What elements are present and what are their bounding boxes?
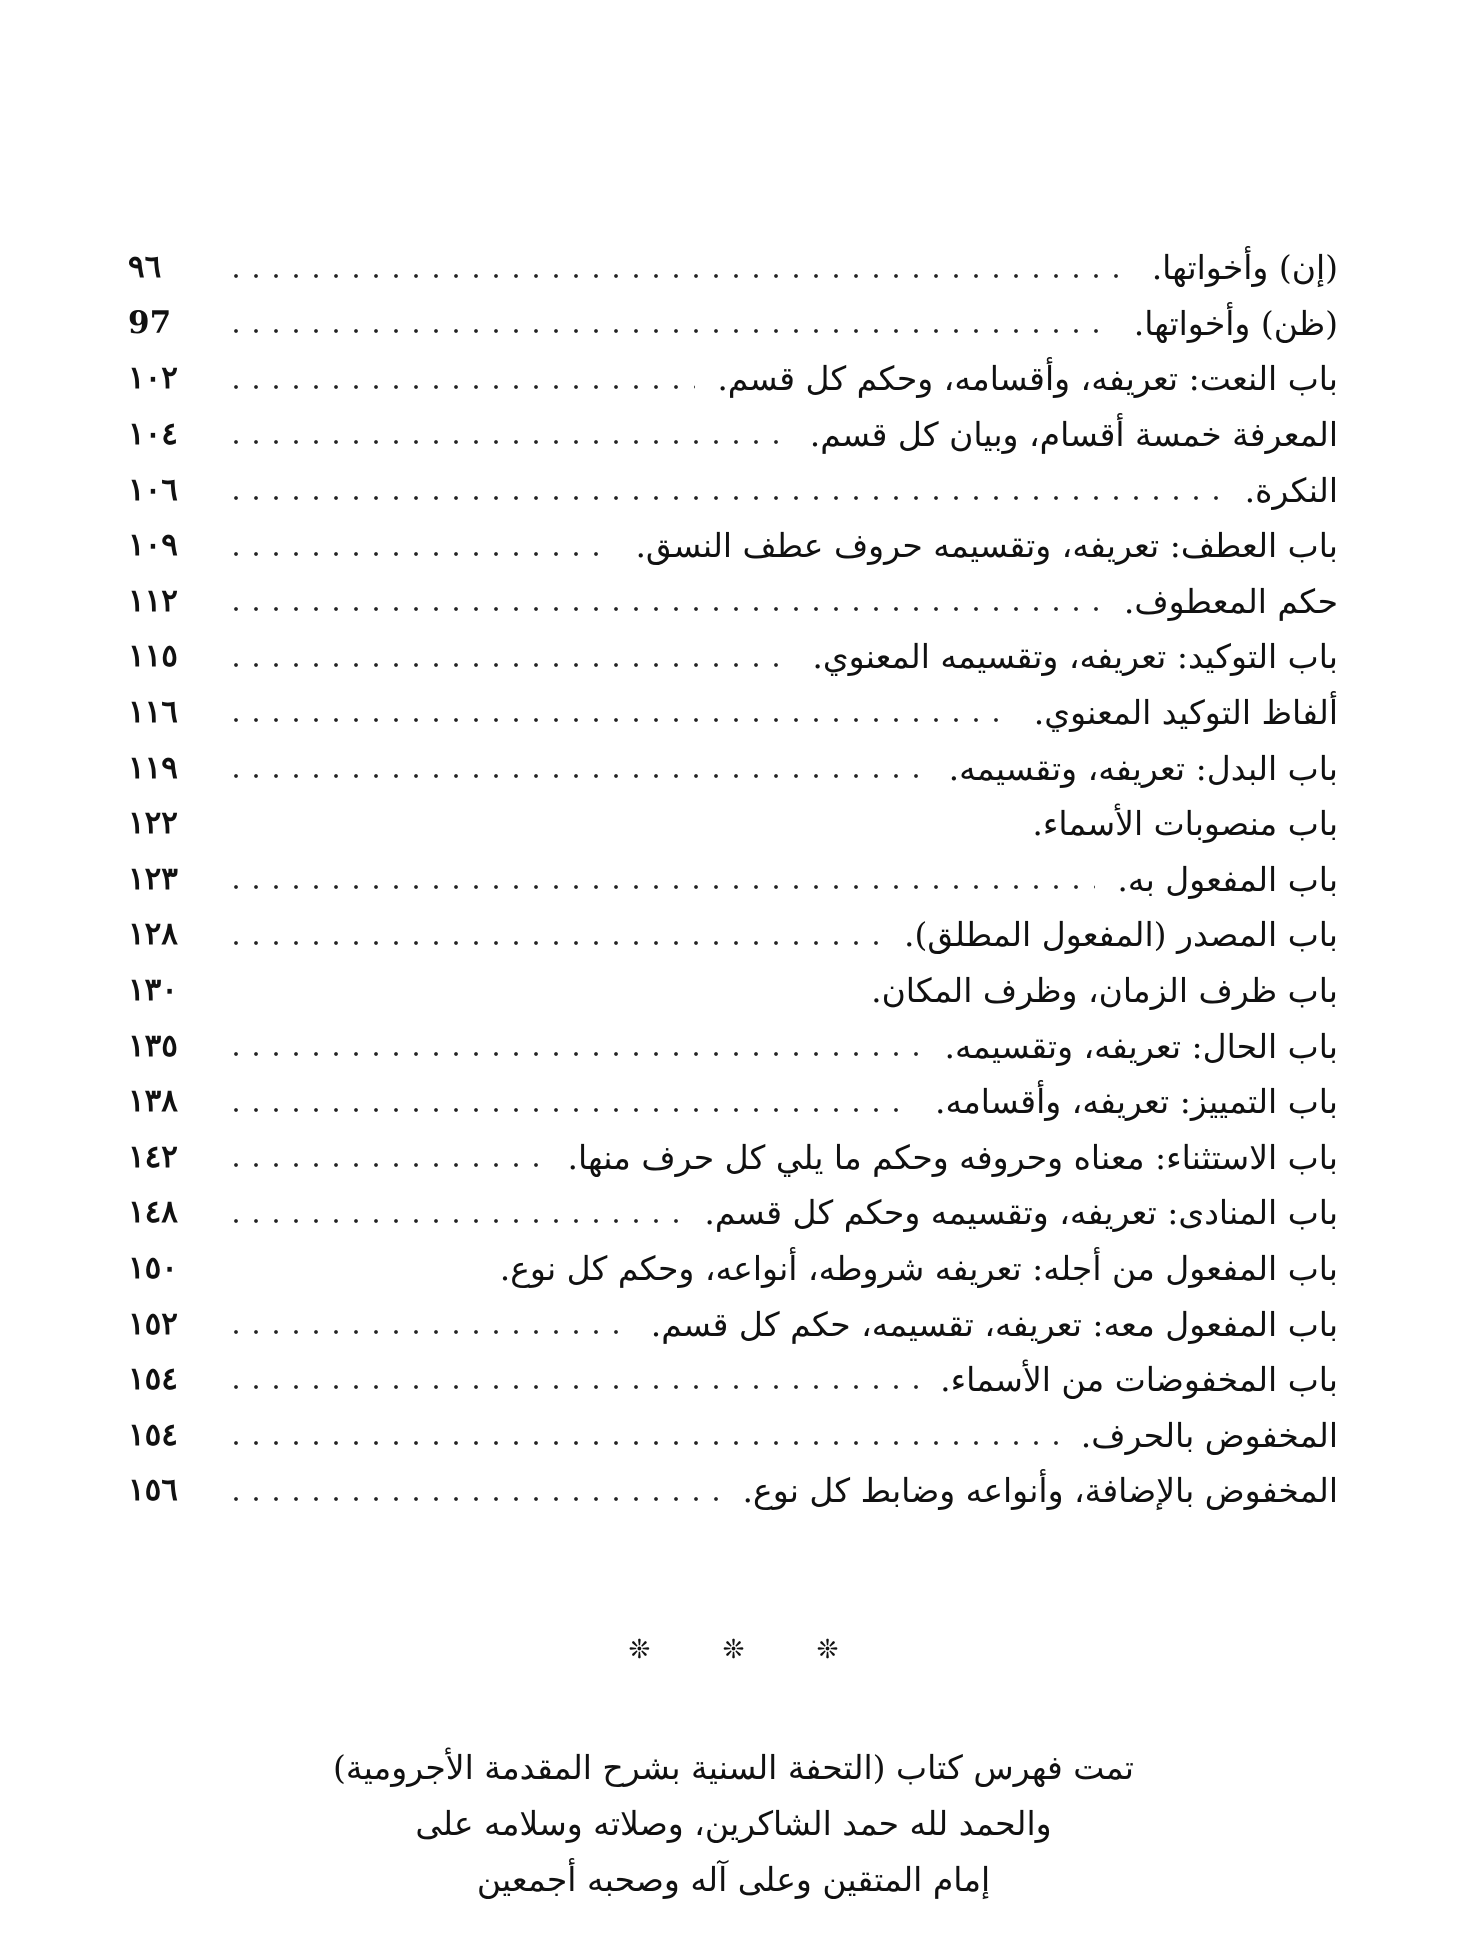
toc-entry	[128, 963, 1338, 1019]
toc-entry	[128, 574, 1338, 630]
toc-entry	[128, 1018, 1338, 1074]
toc-entry-title: باب المصدر (المفعول المطلق).	[904, 915, 1338, 955]
toc-entry	[128, 852, 1338, 908]
toc-entry-page-number: ١١٥	[128, 638, 178, 675]
toc-entry-page-number: ١٥٤	[128, 1416, 178, 1453]
toc-entry-page-number: ١٣٠	[128, 972, 178, 1009]
colophon-line: تمت فهرس كتاب (التحفة السنية بشرح المقدمة الأجرومية)	[333, 1748, 1134, 1787]
toc-entry-page-number: ١٢٢	[128, 805, 178, 842]
toc-entry	[128, 351, 1338, 407]
toc-entry	[128, 629, 1338, 685]
colophon-line: والحمد لله حمد الشاكرين، وصلاته وسلامه على	[415, 1804, 1052, 1843]
toc-entry-page-number: ١٠٩	[128, 527, 178, 564]
dot-leader	[226, 941, 882, 945]
dot-leader	[226, 274, 1130, 278]
dot-leader	[226, 440, 788, 444]
toc-entry-title: باب ظرف الزمان، وظرف المكان.	[871, 971, 1338, 1011]
toc-entry-page-number: ١٠٢	[128, 360, 178, 397]
toc-entry-page-number: ١٢٣	[128, 860, 178, 897]
toc-entry-title: باب التوكيد: تعريفه، وتقسيمه المعنوي.	[812, 637, 1338, 677]
dot-leader	[226, 1274, 478, 1278]
dot-leader	[226, 1052, 923, 1056]
section-separator	[0, 1635, 1467, 1665]
toc-entry-page-number: ١١٢	[128, 582, 178, 619]
toc-entry-title: باب المفعول به.	[1117, 859, 1338, 899]
dot-leader	[226, 774, 927, 778]
table-of-contents	[128, 240, 1338, 1519]
toc-entry-title: باب النعت: تعريفه، وأقسامه، وحكم كل قسم.	[717, 359, 1338, 399]
toc-entry-title: باب المنادى: تعريفه، وتقسيمه وحكم كل قسم.	[704, 1193, 1338, 1233]
dot-leader	[226, 1163, 545, 1167]
dot-leader	[226, 329, 1112, 333]
toc-entry-page-number: ١٠٤	[128, 416, 178, 453]
toc-entry-page-number: ١٥٦	[128, 1472, 178, 1509]
toc-entry-page-number: ١٢٨	[128, 916, 178, 953]
toc-entry-page-number: ١٥٠	[128, 1249, 178, 1286]
toc-entry	[128, 1352, 1338, 1408]
dot-leader	[226, 996, 849, 1000]
toc-entry-page-number: ١١٩	[128, 749, 178, 786]
toc-entry-title: (إن) وأخواتها.	[1151, 248, 1338, 288]
toc-entry-title: المعرفة خمسة أقسام، وبيان كل قسم.	[809, 415, 1338, 455]
toc-entry	[128, 1296, 1338, 1352]
toc-entry-title: باب المفعول معه: تعريفه، تقسيمه، حكم كل قسم.	[650, 1304, 1338, 1344]
toc-entry-title: باب العطف: تعريفه، وتقسيمه حروف عطف النسق.	[635, 526, 1338, 566]
dot-leader	[226, 1108, 913, 1112]
toc-entry	[128, 240, 1338, 296]
dot-leader	[226, 1330, 629, 1334]
toc-entry-page-number: ١٥٢	[128, 1305, 178, 1342]
toc-entry	[128, 1407, 1338, 1463]
toc-entry-title: باب التمييز: تعريفه، وأقسامه.	[934, 1082, 1338, 1122]
toc-entry-title: باب المخفوضات من الأسماء.	[940, 1360, 1338, 1400]
toc-entry-page-number: ١٣٥	[128, 1027, 178, 1064]
toc-entry-page-number: 97	[128, 304, 172, 341]
toc-entry-title: باب المفعول من أجله: تعريفه شروطه، أنواعه، وحكم كل نوع.	[499, 1248, 1338, 1288]
colophon-line: إمام المتقين وعلى آله وصحبه أجمعين	[476, 1860, 991, 1899]
toc-entry	[128, 462, 1338, 518]
toc-entry	[128, 1241, 1338, 1297]
dot-leader	[226, 1385, 918, 1389]
toc-entry-page-number: ١١٦	[128, 694, 178, 731]
toc-entry-page-number: ١٥٤	[128, 1361, 178, 1398]
dot-leader	[226, 496, 1223, 500]
dot-leader	[226, 1441, 1059, 1445]
dot-leader	[226, 663, 790, 667]
dot-leader	[226, 385, 695, 389]
dot-leader	[226, 830, 1010, 834]
dot-leader	[226, 607, 1102, 611]
toc-entry-title: باب الحال: تعريفه، وتقسيمه.	[944, 1026, 1338, 1066]
toc-entry	[128, 518, 1338, 574]
separator-ornament: ❊	[628, 1635, 651, 1665]
toc-entry	[128, 796, 1338, 852]
toc-entry	[128, 1185, 1338, 1241]
toc-entry	[128, 407, 1338, 463]
toc-entry-title: (ظن) وأخواتها.	[1133, 303, 1338, 343]
toc-entry	[128, 1130, 1338, 1186]
dot-leader	[226, 552, 613, 556]
toc-entry-title: النكرة.	[1244, 470, 1338, 510]
toc-entry-title: باب منصوبات الأسماء.	[1032, 804, 1338, 844]
dot-leader	[226, 718, 1012, 722]
dot-leader	[226, 1497, 721, 1501]
toc-entry-page-number: ١٣٨	[128, 1083, 178, 1120]
toc-entry-title: باب الاستثناء: معناه وحروفه وحكم ما يلي كل حرف منها.	[567, 1137, 1338, 1177]
dot-leader	[226, 885, 1095, 889]
toc-entry	[128, 1074, 1338, 1130]
toc-entry-title: باب البدل: تعريفه، وتقسيمه.	[948, 748, 1338, 788]
toc-entry-page-number: ١٤٨	[128, 1194, 178, 1231]
toc-entry-title: حكم المعطوف.	[1123, 581, 1338, 621]
toc-entry-page-number: ١٠٦	[128, 471, 178, 508]
separator-ornament: ❊	[722, 1635, 745, 1665]
toc-entry-page-number: ١٤٢	[128, 1138, 178, 1175]
toc-entry	[128, 685, 1338, 741]
toc-entry	[128, 1463, 1338, 1519]
toc-entry	[128, 740, 1338, 796]
toc-entry-title: ألفاظ التوكيد المعنوي.	[1033, 693, 1338, 733]
separator-ornament: ❊	[816, 1635, 839, 1665]
dot-leader	[226, 1219, 682, 1223]
toc-entry	[128, 296, 1338, 352]
toc-entry-page-number: ٩٦	[128, 249, 162, 286]
toc-entry	[128, 907, 1338, 963]
toc-entry-title: المخفوض بالحرف.	[1080, 1415, 1338, 1455]
colophon	[0, 1740, 1467, 1908]
toc-entry-title: المخفوض بالإضافة، وأنواعه وضابط كل نوع.	[742, 1471, 1338, 1511]
